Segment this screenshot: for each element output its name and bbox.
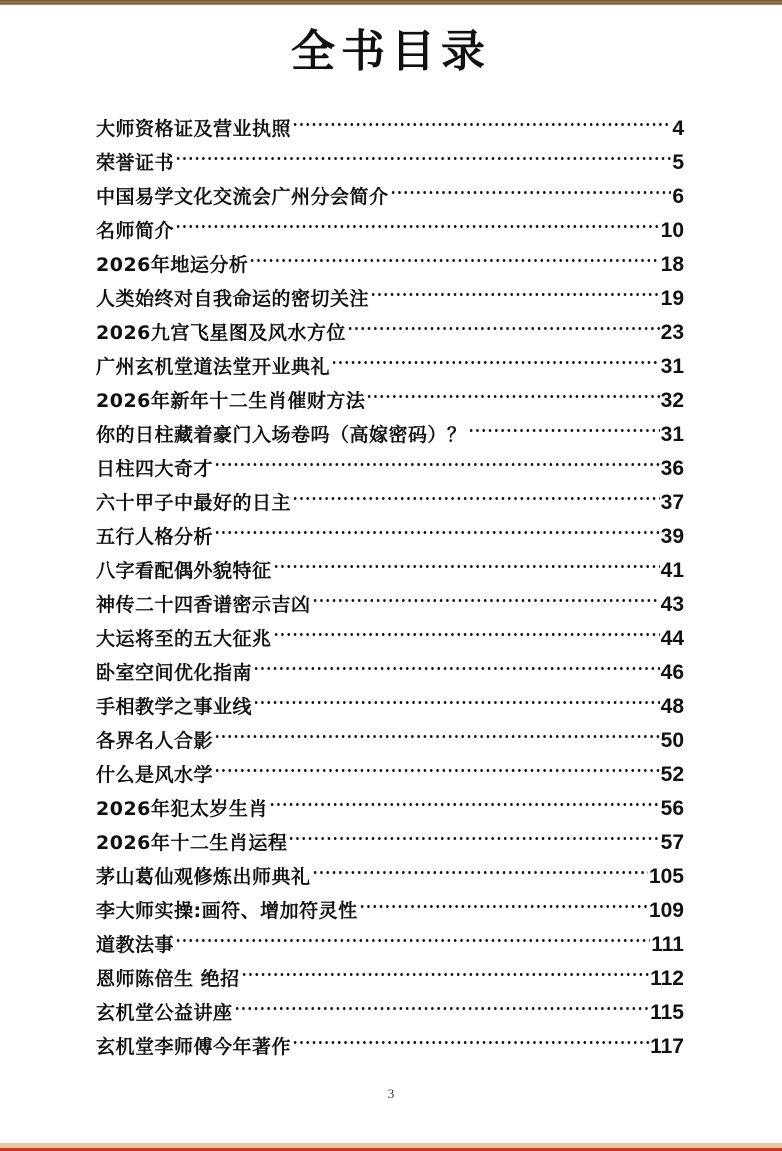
toc-entry-page: 18 [660,253,684,276]
toc-entry-title: 广州玄机堂道法堂开业典礼 [96,356,331,378]
dot-leader [241,951,649,985]
dot-leader [292,101,671,135]
dot-leader [253,645,660,679]
toc-entry-title: 人类始终对自我命运的密切关注 [96,288,370,310]
toc-entry-page: 112 [650,967,684,990]
toc-entry-page: 31 [660,423,684,446]
toc-entry-page: 36 [660,457,684,480]
toc-entry-page: 23 [660,321,684,344]
toc-entry-page: 50 [660,729,684,752]
table-of-contents [96,101,684,1058]
dot-leader [249,237,659,271]
toc-entry-page: 5 [672,151,684,174]
toc-entry-title: 名师简介 [96,220,175,242]
dot-leader [214,747,660,781]
toc-entry[interactable] [96,169,684,208]
toc-entry-title: 道教法事 [96,934,175,956]
toc-entry-page: 41 [660,559,684,582]
dot-leader [347,305,660,339]
dot-leader [292,475,660,509]
toc-entry[interactable] [96,203,684,242]
dot-leader [288,815,659,849]
toc-entry-page: 115 [650,1001,684,1024]
toc-entry-title: 茅山葛仙观修炼出师典礼 [96,866,311,888]
toc-entry-title: 中国易学文化交流会广州分会简介 [96,186,389,208]
dot-leader [214,713,660,747]
toc-entry-title: 手相教学之事业线 [96,696,253,718]
toc-entry-title: 八字看配偶外貌特征 [96,560,272,582]
dot-leader [359,883,648,917]
toc-entry-page: 109 [648,899,684,922]
toc-entry-title: 2026年地运分析 [96,254,249,276]
toc-entry-page: 32 [660,389,684,412]
toc-entry-title: 卧室空间优化指南 [96,662,253,684]
toc-entry-title: 李大师实操:画符、增加符灵性 [96,900,358,922]
toc-entry[interactable] [96,917,684,956]
toc-entry-page: 31 [660,355,684,378]
dot-leader [214,509,660,543]
toc-entry-title: 你的日柱藏着豪门入场卷吗（高嫁密码）？ [96,424,467,446]
dot-leader [366,373,659,407]
toc-entry[interactable] [96,135,684,174]
dot-leader [273,611,660,645]
dot-leader [468,407,660,441]
toc-entry-title: 日柱四大奇才 [96,458,214,480]
toc-entry-title: 各界名人合影 [96,730,214,752]
dot-leader [175,203,660,237]
dot-leader [253,679,660,713]
toc-entry-title: 大师资格证及营业执照 [96,118,292,140]
toc-entry-title: 什么是风水学 [96,764,214,786]
toc-entry-page: 4 [672,117,684,140]
dot-leader [292,1019,649,1053]
dot-leader [214,441,660,475]
toc-entry-title: 神传二十四香谱密示吉凶 [96,594,311,616]
toc-entry-page: 56 [660,797,684,820]
toc-entry[interactable] [96,951,684,990]
toc-entry-page: 44 [660,627,684,650]
dot-leader [175,135,671,169]
toc-entry-title: 2026年十二生肖运程 [96,832,288,854]
toc-entry-page: 48 [660,695,684,718]
toc-entry-page: 10 [660,219,684,242]
toc-entry-title: 2026年新年十二生肖催财方法 [96,390,366,412]
toc-entry-page: 43 [660,593,684,616]
toc-entry-title: 2026九宫飞星图及风水方位 [96,322,346,344]
toc-entry-page: 6 [672,185,684,208]
page-title: 全书目录 [291,26,491,77]
toc-entry-page: 19 [660,287,684,310]
toc-entry-title: 玄机堂公益讲座 [96,1002,233,1024]
toc-entry-page: 117 [650,1035,684,1058]
top-border [0,0,782,5]
toc-entry-page: 57 [660,831,684,854]
toc-entry-page: 52 [660,763,684,786]
toc-entry-title: 五行人格分析 [96,526,214,548]
toc-entry-page: 37 [660,491,684,514]
toc-entry-title: 恩师陈倍生 绝招 [96,968,240,990]
toc-entry-title: 大运将至的五大征兆 [96,628,272,650]
toc-entry[interactable] [96,237,684,276]
dot-leader [175,917,650,951]
dot-leader [312,577,660,611]
dot-leader [269,781,660,815]
toc-entry[interactable] [96,101,684,140]
toc-entry-title: 荣誉证书 [96,152,175,174]
dot-leader [331,339,660,373]
toc-entry-title: 2026年犯太岁生肖 [96,798,268,820]
dot-leader [273,543,660,577]
dot-leader [312,849,648,883]
dot-leader [390,169,672,203]
toc-entry-title: 六十甲子中最好的日主 [96,492,292,514]
dot-leader [234,985,650,1019]
toc-entry-title: 玄机堂李师傅今年著作 [96,1036,292,1058]
toc-entry-page: 111 [651,933,684,956]
dot-leader [370,271,660,305]
toc-entry-page: 46 [660,661,684,684]
page-number: 3 [387,1086,395,1101]
toc-entry-page: 105 [648,865,684,888]
toc-entry-page: 39 [660,525,684,548]
